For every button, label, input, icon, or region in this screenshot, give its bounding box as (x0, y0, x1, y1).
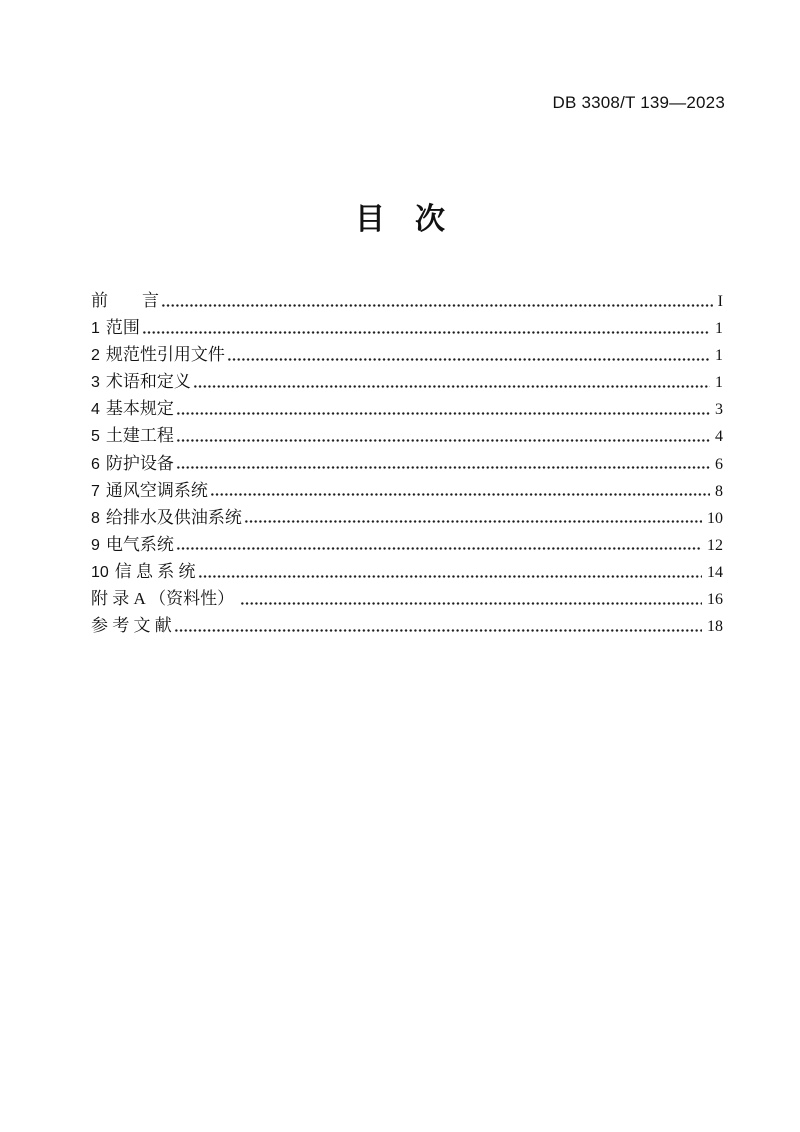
toc-entry[interactable] (91, 395, 723, 422)
toc-entry-label: 给排水及供油系统 (105, 507, 242, 527)
toc-entry-number: 7 (91, 482, 100, 500)
toc-entry[interactable] (91, 450, 723, 477)
toc-entry-number: 9 (91, 536, 100, 554)
toc-entry-number: 4 (91, 401, 100, 419)
dotted-leader-line (176, 412, 710, 415)
toc-entry-label: 通风空调系统 (105, 480, 208, 500)
dotted-leader-line (176, 439, 710, 442)
toc-entry-page-number: 16 (707, 591, 723, 609)
toc-entry-page-number: 1 (715, 374, 723, 392)
dotted-leader-line (176, 466, 710, 469)
dotted-leader-line (210, 493, 710, 496)
toc-entry-label: 附 录 A （资料性） (91, 589, 239, 609)
toc-list (91, 287, 723, 639)
toc-entry-label: 规范性引用文件 (105, 345, 225, 365)
toc-entry-label: 防护设备 (105, 453, 174, 473)
toc-entry-number: 2 (91, 347, 100, 365)
toc-entry-page-number: 8 (715, 482, 723, 500)
toc-entry[interactable] (91, 314, 723, 341)
toc-entry-page-number: 14 (707, 563, 723, 581)
doc-number: DB 3308/T 139—2023 (552, 93, 725, 112)
toc-title: 目 次 (355, 203, 445, 236)
toc-entry-page-number: 3 (715, 401, 723, 419)
dotted-leader-line (193, 385, 710, 388)
toc-entry-number: 1 (91, 320, 100, 338)
toc-entry-page-number: 12 (707, 536, 723, 554)
toc-entry-label: 前 言 (91, 291, 159, 310)
toc-entry-page-number: I (717, 293, 723, 310)
dotted-leader-line (176, 547, 702, 550)
toc-entry-label: 术语和定义 (105, 372, 191, 392)
toc-entry-page-number: 6 (715, 455, 723, 473)
toc-entry-number: 8 (91, 509, 100, 527)
toc-entry-number: 10 (91, 563, 109, 581)
toc-entry[interactable] (91, 341, 723, 368)
toc-entry[interactable] (91, 585, 723, 612)
toc-entry-number: 6 (91, 455, 100, 473)
toc-entry-label: 电气系统 (105, 534, 174, 554)
dotted-leader-line (161, 304, 713, 307)
toc-entry-page-number: 10 (707, 509, 723, 527)
toc-entry-label: 范围 (105, 318, 140, 338)
toc-entry-label: 信 息 系 统 (114, 561, 196, 581)
toc-entry[interactable] (91, 287, 723, 314)
toc-entry-label: 基本规定 (105, 399, 174, 419)
toc-entry-page-number: 1 (715, 320, 723, 338)
dotted-leader-line (174, 629, 702, 632)
toc-entry[interactable] (91, 612, 723, 639)
toc-entry-label: 参 考 文 献 (91, 616, 172, 636)
dotted-leader-line (142, 331, 710, 334)
dotted-leader-line (244, 520, 702, 523)
toc-entry-page-number: 1 (715, 347, 723, 365)
toc-entry[interactable] (91, 504, 723, 531)
dotted-leader-line (240, 602, 702, 605)
toc-entry-label: 土建工程 (105, 426, 174, 446)
dotted-leader-line (198, 575, 702, 578)
toc-entry-number: 3 (91, 374, 100, 392)
toc-entry[interactable] (91, 368, 723, 395)
toc-entry[interactable] (91, 558, 723, 585)
toc-entry[interactable] (91, 422, 723, 449)
toc-entry-page-number: 4 (715, 428, 723, 446)
toc-entry-number: 5 (91, 428, 100, 446)
dotted-leader-line (227, 358, 710, 361)
toc-entry-page-number: 18 (707, 618, 723, 636)
toc-entry[interactable] (91, 477, 723, 504)
toc-entry[interactable] (91, 531, 723, 558)
